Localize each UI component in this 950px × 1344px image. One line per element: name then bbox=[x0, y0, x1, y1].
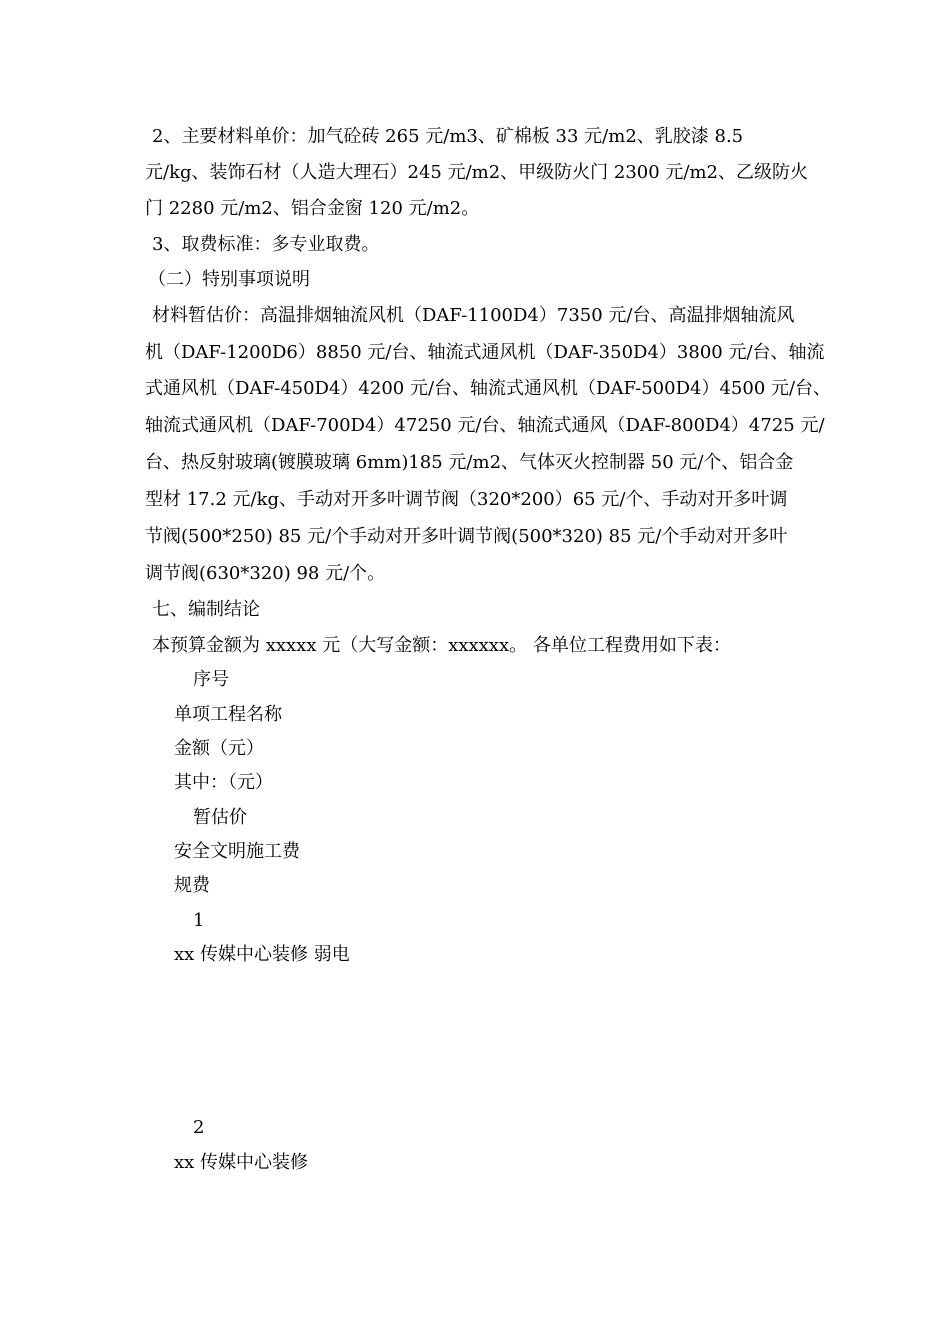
provisional-price-line-4: 轴流式通风机（DAF-700D4）47250 元/台、轴流式通风（DAF-800D4）4725 元/ bbox=[145, 415, 825, 436]
table-header-safety: 安全文明施工费 bbox=[174, 841, 300, 862]
provisional-price-line-7: 节阀(500*250) 85 元/个手动对开多叶调节阀(500*320) 85 元/个手动对开多叶 bbox=[145, 526, 788, 547]
table-row-seq: 2 bbox=[193, 1117, 205, 1138]
provisional-price-line-2: 机（DAF-1200D6）8850 元/台、轴流式通风机（DAF-350D4）3800 元/台、轴流 bbox=[145, 342, 825, 363]
provisional-price-line-5: 台、热反射玻璃(镀膜玻璃 6mm)185 元/m2、气体灭火控制器 50 元/个、铝合金 bbox=[145, 452, 794, 473]
provisional-price-line-6: 型材 17.2 元/kg、手动对开多叶调节阀（320*200）65 元/个、手动对开多叶调 bbox=[145, 489, 788, 510]
table-header-seq: 序号 bbox=[193, 669, 229, 690]
table-header-regulatory: 规费 bbox=[174, 875, 210, 896]
table-header-provisional: 暂估价 bbox=[193, 807, 247, 828]
table-row-seq: 1 bbox=[193, 910, 205, 931]
provisional-price-line-3: 式通风机（DAF-450D4）4200 元/台、轴流式通风机（DAF-500D4）4500 元/台、 bbox=[145, 378, 832, 399]
materials-price-line-1: 2、主要材料单价：加气砼砖 265 元/m3、矿棉板 33 元/m2、乳胶漆 8.5 bbox=[152, 126, 744, 147]
table-header-amount: 金额（元） bbox=[174, 738, 264, 759]
materials-price-line-3: 门 2280 元/m2、铝合金窗 120 元/m2。 bbox=[145, 198, 480, 219]
provisional-price-line-8: 调节阀(630*320) 98 元/个。 bbox=[145, 563, 386, 584]
conclusion-text: 本预算金额为 xxxxx 元（大写金额：xxxxxx。 各单位工程费用如下表： bbox=[152, 635, 731, 656]
table-row-name: xx 传媒中心装修 弱电 bbox=[174, 944, 350, 965]
fee-standard: 3、取费标准：多专业取费。 bbox=[152, 234, 380, 255]
special-items-heading: （二）特别事项说明 bbox=[148, 269, 310, 290]
table-header-of-which: 其中：（元） bbox=[174, 772, 273, 793]
conclusion-heading: 七、编制结论 bbox=[152, 599, 260, 620]
provisional-price-line-1: 材料暂估价：高温排烟轴流风机（DAF-1100D4）7350 元/台、高温排烟轴流风 bbox=[152, 305, 795, 326]
materials-price-line-2: 元/kg、装饰石材（人造大理石）245 元/m2、甲级防火门 2300 元/m2、乙级防火 bbox=[145, 162, 808, 183]
table-header-name: 单项工程名称 bbox=[174, 704, 282, 725]
table-row-name: xx 传媒中心装修 bbox=[174, 1152, 309, 1173]
